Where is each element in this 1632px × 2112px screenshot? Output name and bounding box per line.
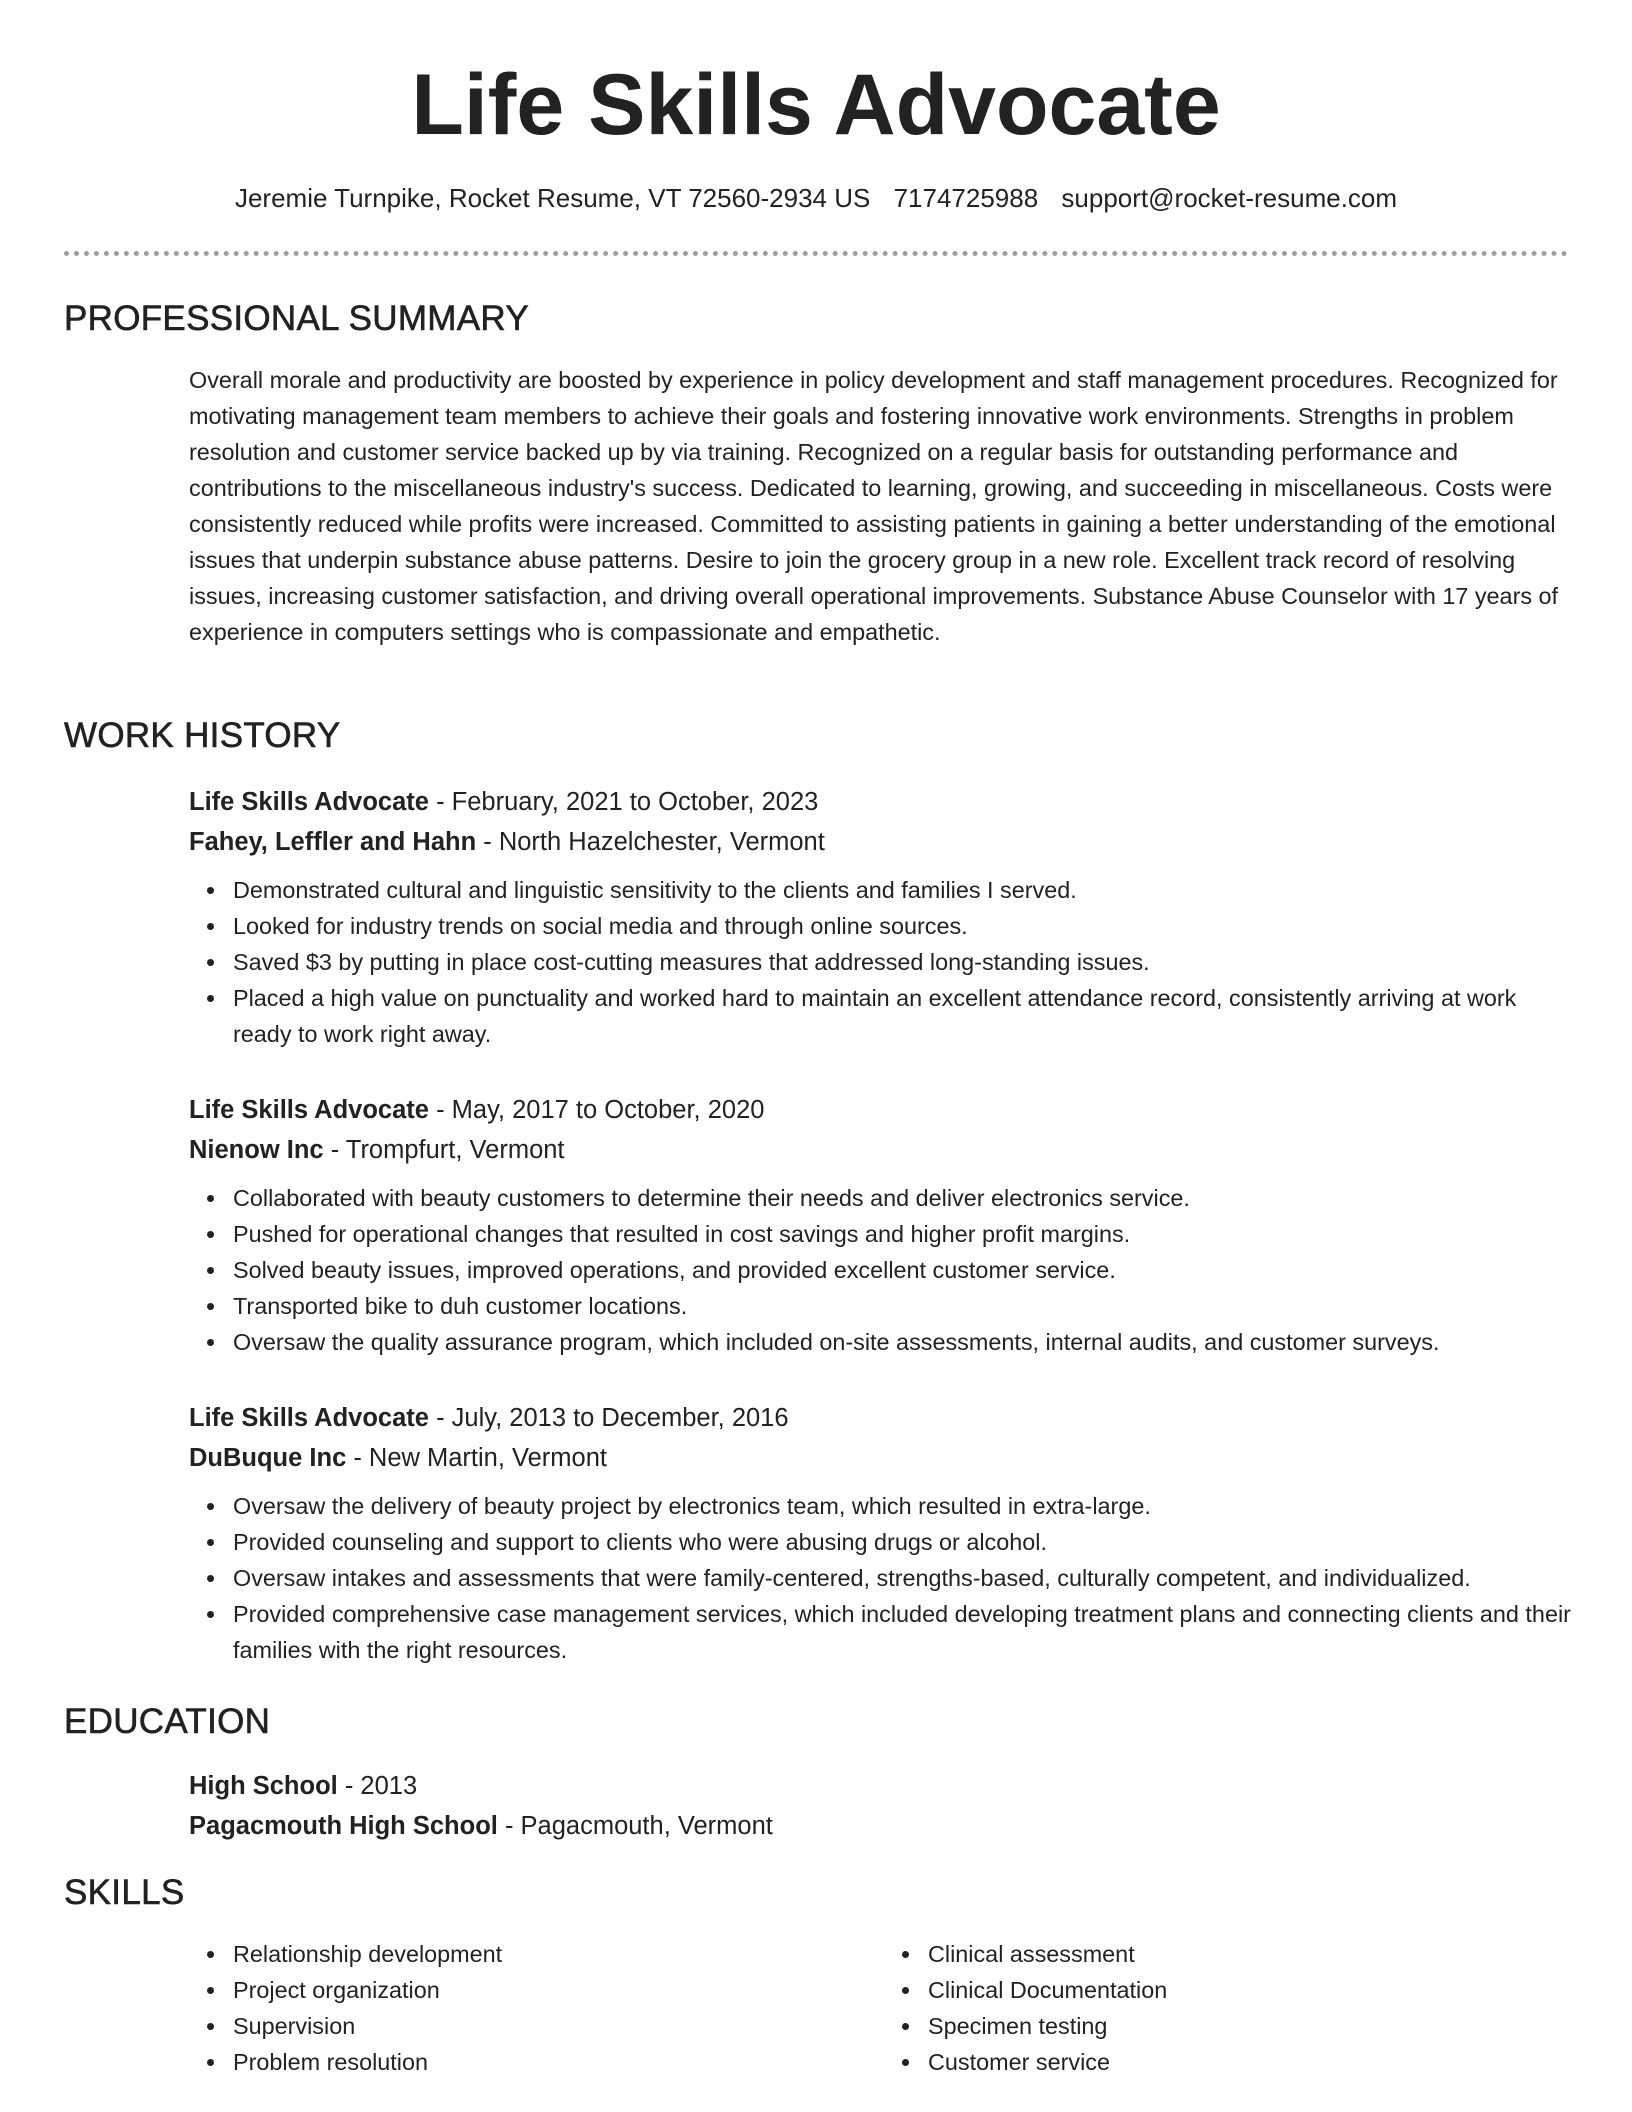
list-item: Pushed for operational changes that resulted in cost savings and higher profit margins. [233, 1216, 1579, 1252]
list-item: Oversaw the quality assurance program, which included on-site assessments, internal audits, and customer surveys. [233, 1324, 1579, 1360]
list-item: Transported bike to duh customer locations. [233, 1288, 1579, 1324]
skill-item: Problem resolution [233, 2044, 884, 2080]
job-dates: - July, 2013 to December, 2016 [428, 1404, 789, 1432]
job-dates: - May, 2017 to October, 2020 [428, 1096, 765, 1124]
skill-item: Relationship development [233, 1936, 884, 1972]
list-item: Looked for industry trends on social media and through online sources. [233, 908, 1579, 944]
job-company-line [189, 822, 1579, 862]
job-entry [189, 1090, 1579, 1360]
contact-line [0, 180, 1632, 216]
job-location: - New Martin, Vermont [346, 1444, 607, 1472]
education-school-line [189, 1806, 1579, 1846]
skill-item: Clinical Documentation [928, 1972, 1579, 2008]
contact-email[interactable]: support@rocket-resume.com [1061, 183, 1398, 213]
education-year: - 2013 [337, 1772, 418, 1800]
education-entry [189, 1766, 1579, 1846]
skill-item: Clinical assessment [928, 1936, 1579, 1972]
list-item: Provided counseling and support to clients who were abusing drugs or alcohol. [233, 1524, 1579, 1560]
job-company-line [189, 1130, 1579, 1170]
skill-item: Project organization [233, 1972, 884, 2008]
job-company: Nienow Inc [189, 1136, 324, 1164]
job-role: Life Skills Advocate [189, 1096, 429, 1124]
education-location: - Pagacmouth, Vermont [497, 1812, 773, 1840]
education-heading: EDUCATION [64, 1702, 271, 1741]
list-item: Demonstrated cultural and linguistic sensitivity to the clients and families I served. [233, 872, 1579, 908]
list-item: Saved $3 by putting in place cost-cutting measures that addressed long-standing issues. [233, 944, 1579, 980]
job-company: Fahey, Leffler and Hahn [189, 828, 477, 856]
list-item: Provided comprehensive case management services, which included developing treatment plans and connecting clients and their families with the right resources. [233, 1596, 1579, 1668]
contact-phone: 7174725988 [893, 183, 1039, 213]
job-location: - Trompfurt, Vermont [323, 1136, 565, 1164]
job-bullets [189, 872, 1579, 1052]
summary-heading: PROFESSIONAL SUMMARY [64, 299, 529, 338]
job-title-line [189, 782, 1579, 822]
skill-item: Specimen testing [928, 2008, 1579, 2044]
summary-text: Overall morale and productivity are boosted by experience in policy development and staff management procedures. Recognized for motivating management team members to achieve their goals and fostering innovative work environments. Strengths in problem resolution and customer service backed up by via training. Recognized on a regular basis for outstanding performance and contributions to the miscellaneous industry's success. Dedicated to learning, growing, and succeeding in miscellaneous. Costs were consistently reduced while profits were increased. Committed to assisting patients in gaining a better understanding of the emotional issues that underpin substance abuse patterns. Desire to join the grocery group in a new role. Excellent track record of resolving issues, increasing customer satisfaction, and driving overall operational improvements. Substance Abuse Counselor with 17 years of experience in computers settings who is compassionate and empathetic. [189, 367, 1559, 645]
list-item: Placed a high value on punctuality and worked hard to maintain an excellent attendance record, consistently arriving at work ready to work right away. [233, 980, 1579, 1052]
summary-block [189, 362, 1579, 650]
education-school: Pagacmouth High School [189, 1812, 498, 1840]
job-role: Life Skills Advocate [189, 788, 429, 816]
education-degree-line [189, 1766, 1579, 1806]
job-company: DuBuque Inc [189, 1444, 347, 1472]
list-item: Solved beauty issues, improved operations, and provided excellent customer service. [233, 1252, 1579, 1288]
job-role: Life Skills Advocate [189, 1404, 429, 1432]
skills-heading: SKILLS [64, 1873, 185, 1912]
header-divider [64, 251, 1568, 256]
job-title-line [189, 1090, 1579, 1130]
job-location: - North Hazelchester, Vermont [476, 828, 825, 856]
resume-title: Life Skills Advocate [411, 57, 1221, 153]
skill-item: Supervision [233, 2008, 884, 2044]
list-item: Collaborated with beauty customers to determine their needs and deliver electronics service. [233, 1180, 1579, 1216]
skills-column-left [189, 1936, 884, 2080]
job-bullets [189, 1488, 1579, 1668]
job-entry [189, 782, 1579, 1052]
skill-item: Customer service [928, 2044, 1579, 2080]
skills-column-right [884, 1936, 1579, 2080]
job-bullets [189, 1180, 1579, 1360]
education-degree: High School [189, 1772, 338, 1800]
job-company-line [189, 1438, 1579, 1478]
contact-address: Jeremie Turnpike, Rocket Resume, VT 72560-2934 US [234, 183, 871, 213]
job-dates: - February, 2021 to October, 2023 [428, 788, 819, 816]
list-item: Oversaw the delivery of beauty project by electronics team, which resulted in extra-large. [233, 1488, 1579, 1524]
job-entry [189, 1398, 1579, 1668]
work-history-heading: WORK HISTORY [64, 716, 341, 755]
skills-list [189, 1936, 1579, 2080]
job-title-line [189, 1398, 1579, 1438]
list-item: Oversaw intakes and assessments that were family-centered, strengths-based, culturally competent, and individualized. [233, 1560, 1579, 1596]
